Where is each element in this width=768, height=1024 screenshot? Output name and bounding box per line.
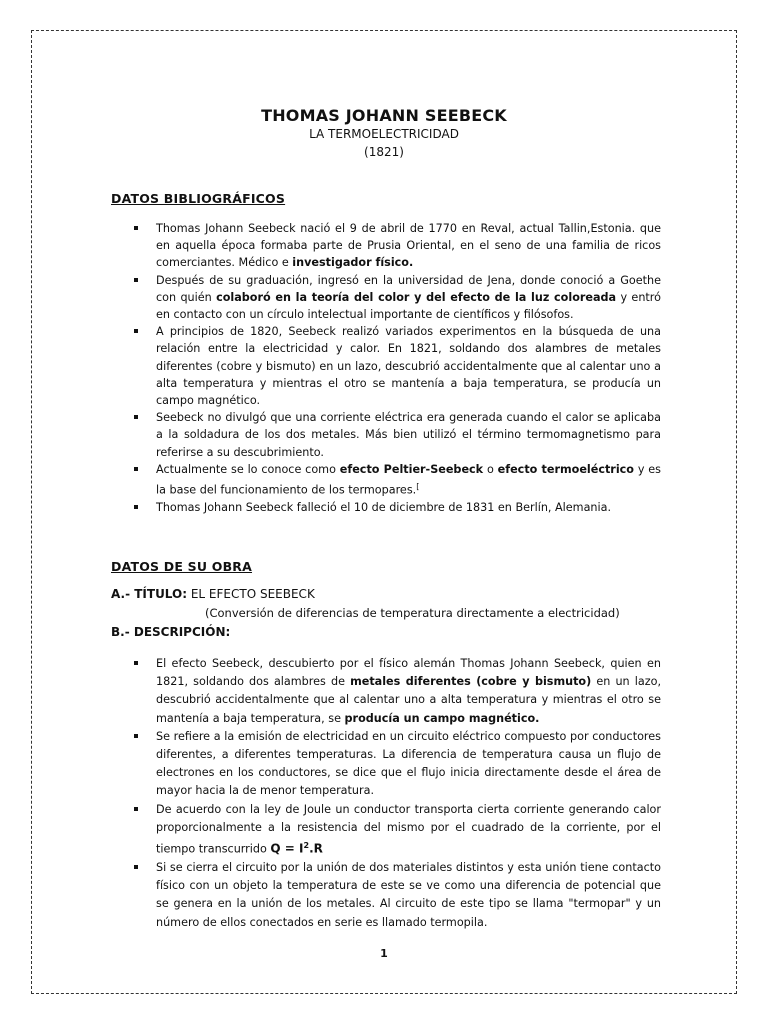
titulo-label: A.- TÍTULO: [111,587,188,601]
titulo-line [111,587,315,601]
list-item [131,801,661,859]
list-item-text: Thomas Johann Seebeck falleció el 10 de diciembre de 1831 en Berlín, Alemania. [156,500,612,514]
list-item-bold: metales diferentes (cobre y bismuto) [350,675,592,689]
list-item-text: De acuerdo con la ley de Joule un conductor transporta cierta corriente generando calor proporcionalmente a la resistencia del mismo por el cuadrado de la corriente, por el tiempo transcurrido [156,802,661,856]
list-item [131,859,661,932]
bibliography-list [131,220,661,516]
list-item-text: y entró en contacto con un círculo intelectual importante de científicos y filósofos. [156,290,661,322]
list-item-text: Si se cierra el circuito por la unión de dos materiales distintos y esta unión tiene contacto físico con un objeto la temperatura de este se ve como una diferencia de potencial que se genera en la unión de los metales. Al circuito de este tipo se llama "termopar" y un número de ellos conectados en serie es llamado termopila. [156,860,661,929]
formula-text: Q = I [270,841,304,856]
list-item-text: Thomas Johann Seebeck nació el 9 de abril de 1770 en Reval, actual Tallin,Estonia. que en aquella época formaba parte de Prusia Oriental, en el seno de una familia de ricos comerciantes. Médico e [156,222,661,270]
list-item-text: Seebeck no divulgó que una corriente eléctrica era generada cuando el calor se aplicaba a la soldadura de los dos metales. Más bien utilizó el término termomagnetismo para referirse a su descubrimiento. [156,411,661,459]
list-item-text: en un lazo, descubrió accidentalmente que al calentar uno a alta temperatura y mientras el otro se mantenía a baja temperatura, se [156,675,662,725]
formula-exponent: 2 [303,841,310,851]
titulo-note: (Conversión de diferencias de temperatura directamente a electricidad) [205,606,620,620]
list-item [131,728,661,801]
page-number: 1 [380,947,388,960]
list-item-bold: efecto Peltier-Seebeck [339,462,484,476]
list-item [131,272,661,324]
citation-mark: [ [416,482,420,492]
section-heading-datos-de-su-obra: DATOS DE SU OBRA [111,559,253,574]
description-list [131,655,661,932]
list-item-text: o [483,462,498,476]
section-heading-datos-bibliograficos: DATOS BIBLIOGRÁFICOS [111,191,286,206]
formula-text: .R [309,841,323,856]
list-item-bold: producía un campo magnético. [344,711,540,725]
descripcion-label: B.- DESCRIPCIÓN: [111,625,231,639]
list-item-text: Actualmente se lo conoce como [156,462,340,476]
list-item-text: A principios de 1820, Seebeck realizó variados experimentos en la búsqueda de una relación entre la electricidad y calor. En 1821, soldando dos alambres de metales diferentes (cobre y bismuto) en un lazo, descubrió accidentalmente que al calentar uno a alta temperatura y mientras el otro se mantenía a baja temperatura, se producía un campo magnético. [156,325,661,408]
list-item-text: El efecto Seebeck, descubierto por el físico alemán Thomas Johann Seebeck, quien en 1821, soldando dos alambres de [156,657,661,689]
descripcion-line [111,625,230,639]
document-title: THOMAS JOHANN SEEBECK [261,106,507,125]
document-year: (1821) [364,145,404,159]
list-item-text: Se refiere a la emisión de electricidad en un circuito eléctrico compuesto por conductores diferentes, a diferentes temperaturas. La diferencia de temperatura causa un flujo de electrones en los conductores, se dice que el flujo inicia directamente desde el área de mayor hacia la de menor temperatura. [156,729,661,798]
list-item-text: y es la base del funcionamiento de los termopares. [156,462,661,497]
titulo-value: EL EFECTO SEEBECK [187,587,315,601]
list-item [131,461,661,499]
list-item-bold: investigador físico. [292,256,414,270]
list-item [131,655,661,728]
list-item-bold: efecto termoeléctrico [497,462,634,476]
list-item [131,220,661,272]
list-item [131,323,661,409]
document-subtitle: LA TERMOELECTRICIDAD [309,127,459,141]
list-item-text: Después de su graduación, ingresó en la universidad de Jena, donde conoció a Goethe con quién [156,273,661,304]
list-item-bold: colaboró en la teoría del color y del efecto de la luz coloreada [216,290,617,304]
list-item [131,409,661,461]
list-item [131,499,661,516]
